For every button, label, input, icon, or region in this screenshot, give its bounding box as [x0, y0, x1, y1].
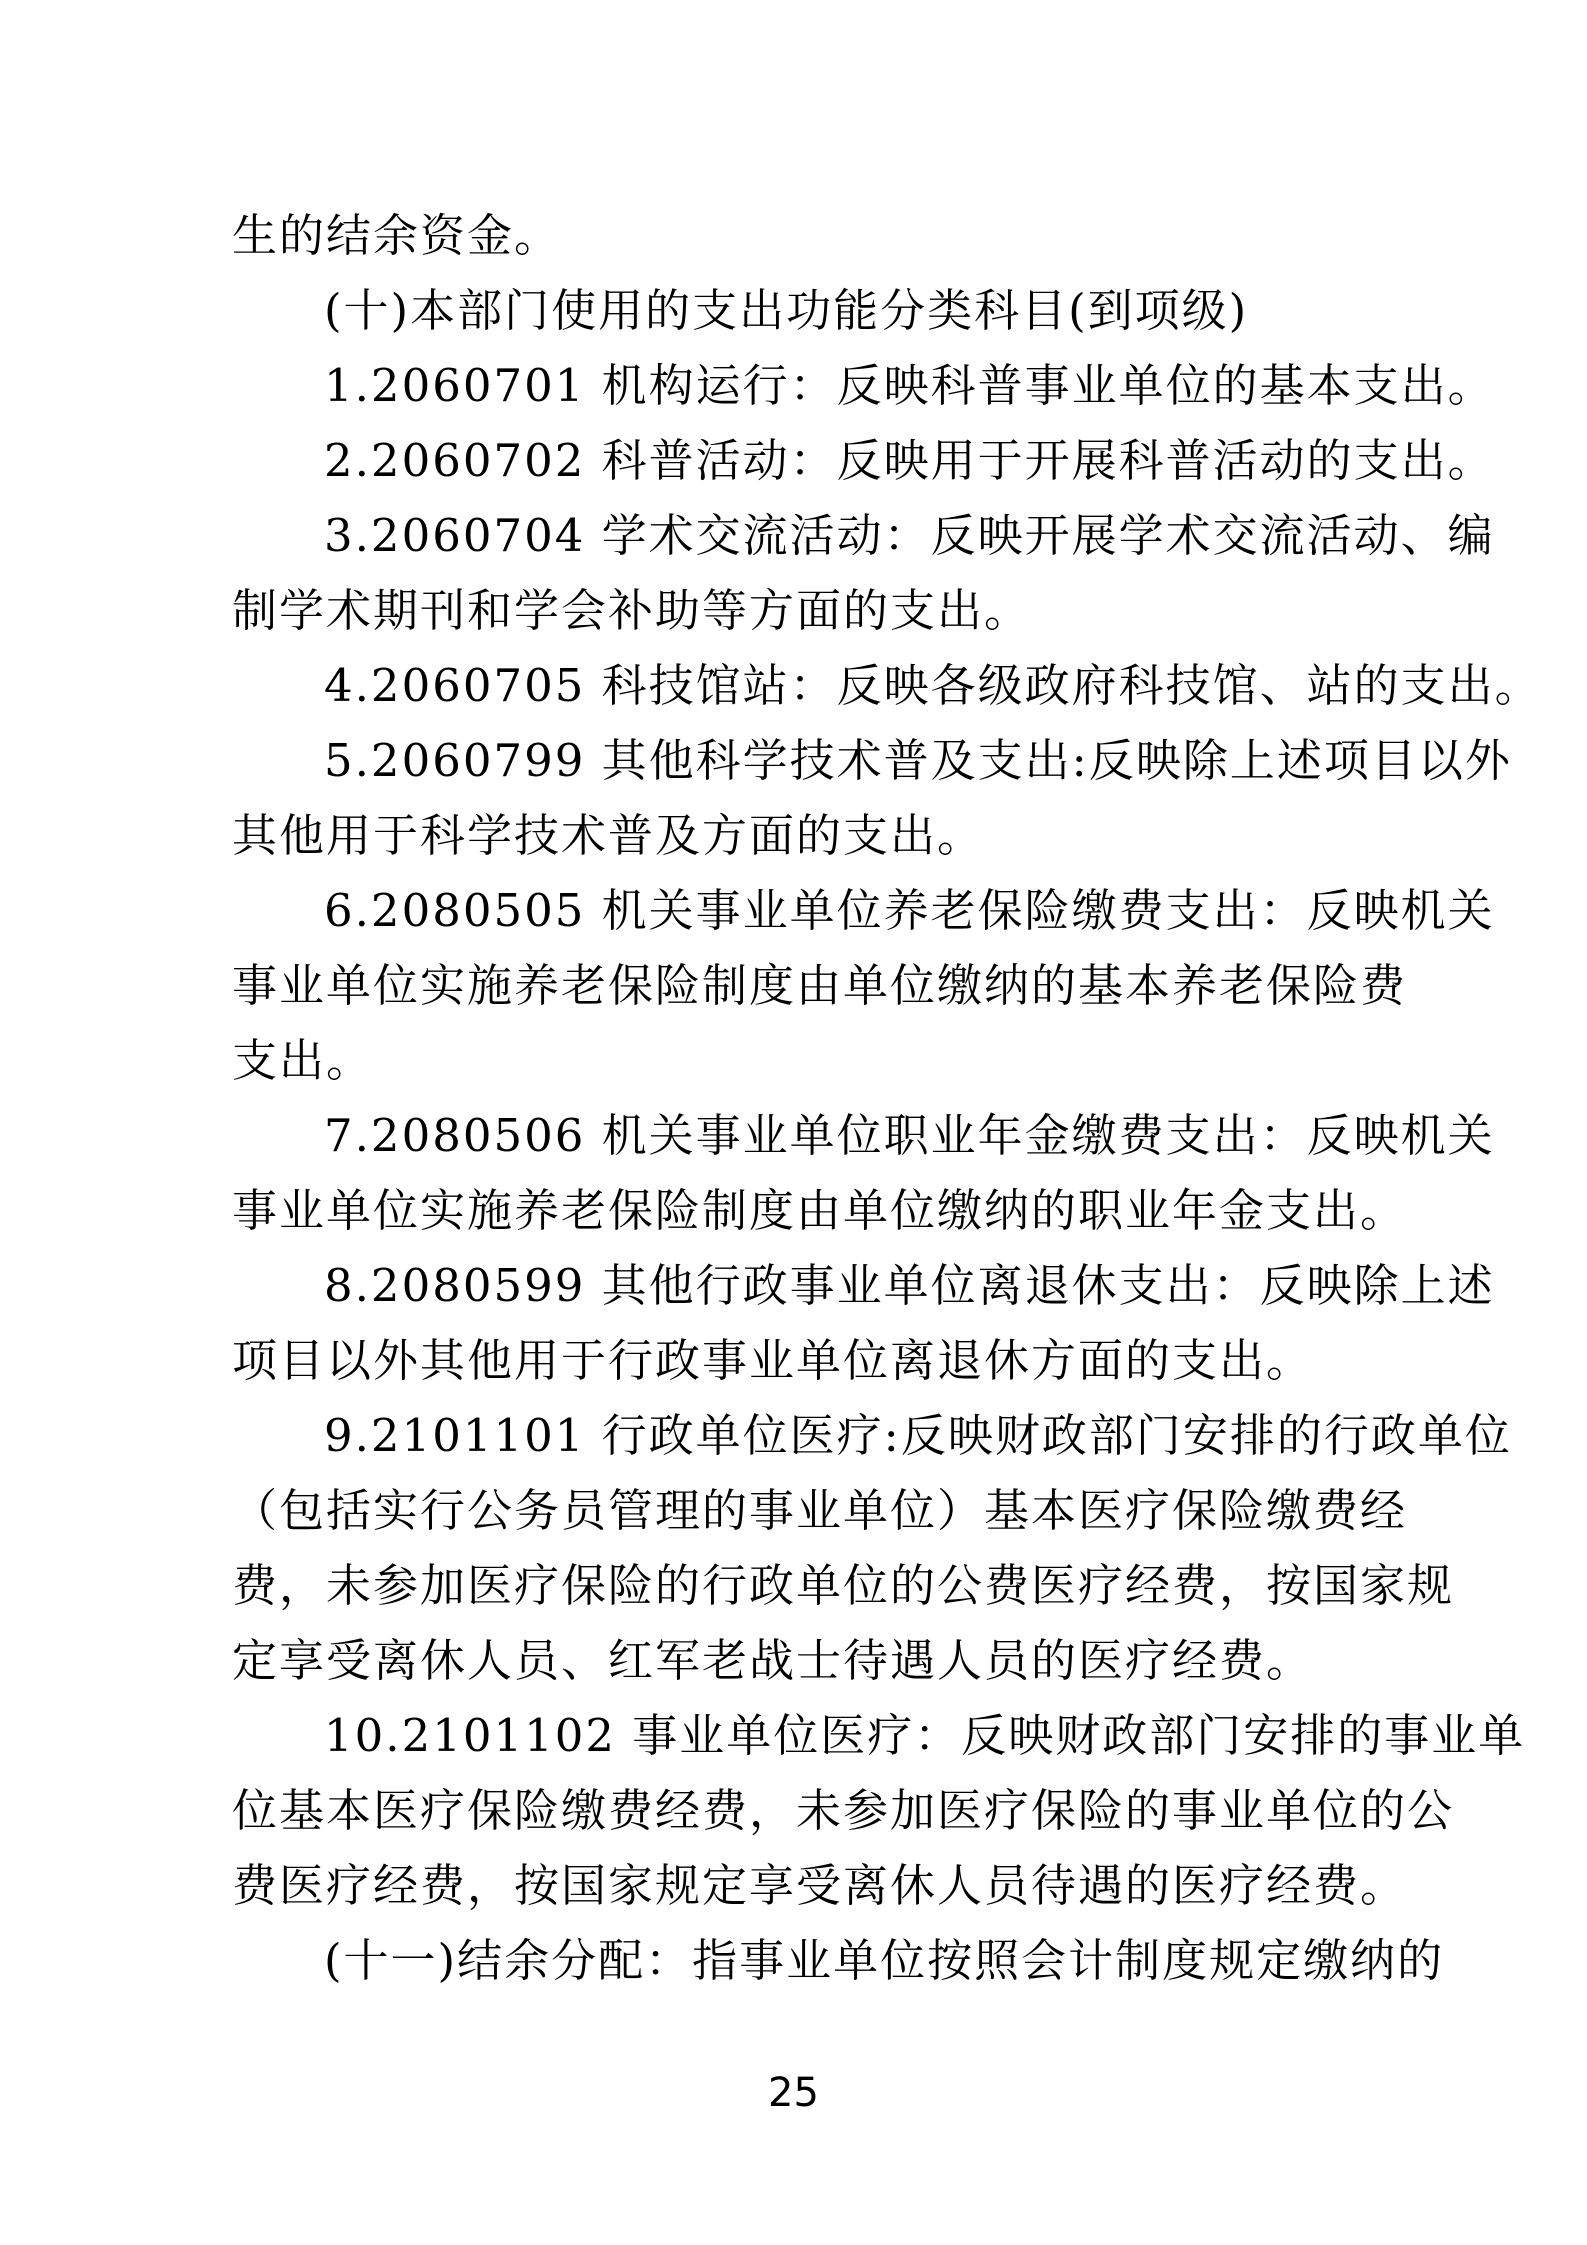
paragraph	[232, 348, 1495, 423]
text-line: 项目以外其他用于行政事业单位离退休方面的支出。	[232, 1334, 1314, 1387]
paragraph	[232, 1398, 1512, 1698]
text-line: 8.2080599 其他行政事业单位离退休支出：反映除上述	[324, 1259, 1495, 1312]
text-line: 10.2101102 事业单位医疗：反映财政部门安排的事业单	[324, 1709, 1526, 1762]
text-line: 位基本医疗保险缴费经费，未参加医疗保险的事业单位的公	[232, 1784, 1455, 1837]
text-line: 支出。	[232, 1034, 374, 1087]
text-line: 事业单位实施养老保险制度由单位缴纳的基本养老保险费	[232, 959, 1408, 1012]
paragraph	[232, 1248, 1495, 1398]
text-line: 3.2060704 学术交流活动：反映开展学术交流活动、编	[324, 509, 1495, 562]
text-block	[232, 198, 1542, 1998]
text-line: 制学术期刊和学会补助等方面的支出。	[232, 584, 1032, 637]
paragraph	[232, 1698, 1526, 1923]
paragraph	[232, 423, 1495, 498]
paragraph	[232, 648, 1542, 723]
paragraph	[232, 1923, 1445, 1998]
text-line: 费医疗经费，按国家规定享受离休人员待遇的医疗经费。	[232, 1859, 1408, 1912]
paragraph	[232, 273, 1355, 348]
text-line: 生的结余资金。	[232, 209, 562, 262]
paragraph	[232, 723, 1512, 873]
paragraph	[232, 1098, 1495, 1248]
text-line: 2.2060702 科普活动：反映用于开展科普活动的支出。	[324, 434, 1495, 487]
text-line: 5.2060799 其他科学技术普及支出:反映除上述项目以外	[324, 734, 1512, 787]
page-number: 25	[768, 2070, 819, 2116]
paragraph	[232, 498, 1495, 648]
text-line: 1.2060701 机构运行：反映科普事业单位的基本支出。	[324, 359, 1495, 412]
text-line: 9.2101101 行政单位医疗:反映财政部门安排的行政单位	[324, 1409, 1512, 1462]
text-line: 定享受离休人员、红军老战士待遇人员的医疗经费。	[232, 1634, 1314, 1687]
text-line: (十)本部门使用的支出功能分类科目(到项级)	[324, 284, 1249, 337]
text-line: （包括实行公务员管理的事业单位）基本医疗保险缴费经	[232, 1484, 1408, 1537]
text-line: 7.2080506 机关事业单位职业年金缴费支出：反映机关	[324, 1109, 1495, 1162]
paragraph	[232, 873, 1495, 1098]
text-line: 事业单位实施养老保险制度由单位缴纳的职业年金支出。	[232, 1184, 1408, 1237]
paragraph	[232, 198, 1355, 273]
text-line: 费，未参加医疗保险的行政单位的公费医疗经费，按国家规	[232, 1559, 1455, 1612]
text-line: 4.2060705 科技馆站：反映各级政府科技馆、站的支出。	[324, 659, 1542, 712]
text-line: 6.2080505 机关事业单位养老保险缴费支出：反映机关	[324, 884, 1495, 937]
text-line: 其他用于科学技术普及方面的支出。	[232, 809, 985, 862]
text-line: (十一)结余分配：指事业单位按照会计制度规定缴纳的	[324, 1934, 1445, 1987]
